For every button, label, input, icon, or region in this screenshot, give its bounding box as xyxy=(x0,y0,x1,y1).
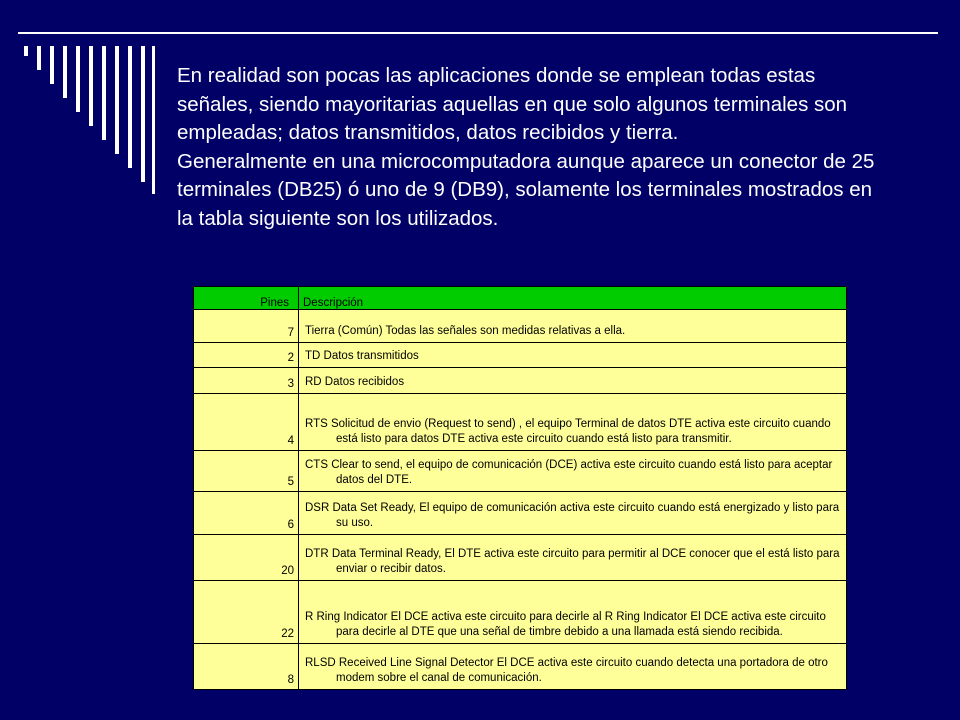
table-row xyxy=(194,343,847,368)
description-cell xyxy=(299,644,847,690)
table-row xyxy=(194,394,847,451)
pin-cell: 22 xyxy=(194,581,299,644)
description-text: RLSD Received Line Signal Detector El DCE activa este circuito cuando detecta una portadora de otro modem sobre el canal de comunicación. xyxy=(305,657,828,684)
pin-cell: 20 xyxy=(194,535,299,581)
header-pins: Pines xyxy=(194,287,299,310)
description-text: DSR Data Set Ready, El equipo de comunicación activa este circuito cuando está energizado y listo para su uso. xyxy=(305,502,840,529)
description-text: Tierra (Común) Todas las señales son medidas relativas a ella. xyxy=(305,325,626,337)
top-rule xyxy=(18,32,938,34)
description-text: RTS Solicitud de envio (Request to send) , el equipo Terminal de datos DTE activa este circuito cuando está listo para datos DTE activa este circuito cuando está listo para transmitir. xyxy=(305,418,831,445)
vertical-bar xyxy=(37,46,41,70)
description-cell xyxy=(299,310,847,343)
description-cell xyxy=(299,451,847,492)
vertical-bar xyxy=(89,46,93,126)
description-text: R Ring Indicator El DCE activa este circuito para decirle al R Ring Indicator El DCE activa este circuito para decirle al DTE que una señal de timbre debido a una llamada está siendo recibida. xyxy=(305,611,826,638)
vertical-bar xyxy=(76,46,80,112)
intro-text xyxy=(177,62,877,233)
vertical-bar xyxy=(50,46,54,84)
decorative-bars xyxy=(0,0,960,60)
table-row xyxy=(194,535,847,581)
vertical-bar xyxy=(152,46,155,194)
header-description: Descripción xyxy=(299,287,847,310)
description-text: TD Datos transmitidos xyxy=(305,350,419,362)
pin-cell: 7 xyxy=(194,310,299,343)
vertical-bar xyxy=(115,46,119,154)
vertical-bar xyxy=(141,46,145,182)
table-row xyxy=(194,492,847,535)
description-cell xyxy=(299,394,847,451)
table-row xyxy=(194,310,847,343)
vertical-bar xyxy=(128,46,132,168)
pin-cell: 4 xyxy=(194,394,299,451)
vertical-bar xyxy=(24,46,28,56)
description-cell xyxy=(299,368,847,394)
table-header-row xyxy=(194,287,847,310)
description-text: CTS Clear to send, el equipo de comunicación (DCE) activa este circuito cuando está listo para aceptar datos del DTE. xyxy=(305,459,833,486)
description-cell xyxy=(299,492,847,535)
vertical-bar xyxy=(63,46,67,98)
pin-table-container xyxy=(193,286,846,690)
description-cell xyxy=(299,581,847,644)
table-row xyxy=(194,644,847,690)
pin-cell: 5 xyxy=(194,451,299,492)
pin-cell: 2 xyxy=(194,343,299,368)
description-cell xyxy=(299,535,847,581)
table-row xyxy=(194,368,847,394)
intro-paragraph-1: En realidad son pocas las aplicaciones donde se emplean todas estas señales, siendo mayoritarias aquellas en que solo algunos terminales son empleadas; datos transmitidos, datos recibidos y tierra. xyxy=(177,64,848,144)
intro-paragraph-2: Generalmente en una microcomputadora aunque aparece un conector de 25 terminales (DB25) ó uno de 9 (DB9), solamente los terminales mostrados en la tabla siguiente son los utilizados. xyxy=(177,149,875,230)
description-text: RD Datos recibidos xyxy=(305,376,405,388)
pin-cell: 6 xyxy=(194,492,299,535)
vertical-bar xyxy=(102,46,106,140)
table-row xyxy=(194,581,847,644)
pin-cell: 3 xyxy=(194,368,299,394)
description-cell xyxy=(299,343,847,368)
pin-table xyxy=(193,286,847,690)
description-text: DTR Data Terminal Ready, El DTE activa este circuito para permitir al DCE conocer que el está listo para enviar o recibir datos. xyxy=(305,548,840,575)
table-row xyxy=(194,451,847,492)
pin-cell: 8 xyxy=(194,644,299,690)
